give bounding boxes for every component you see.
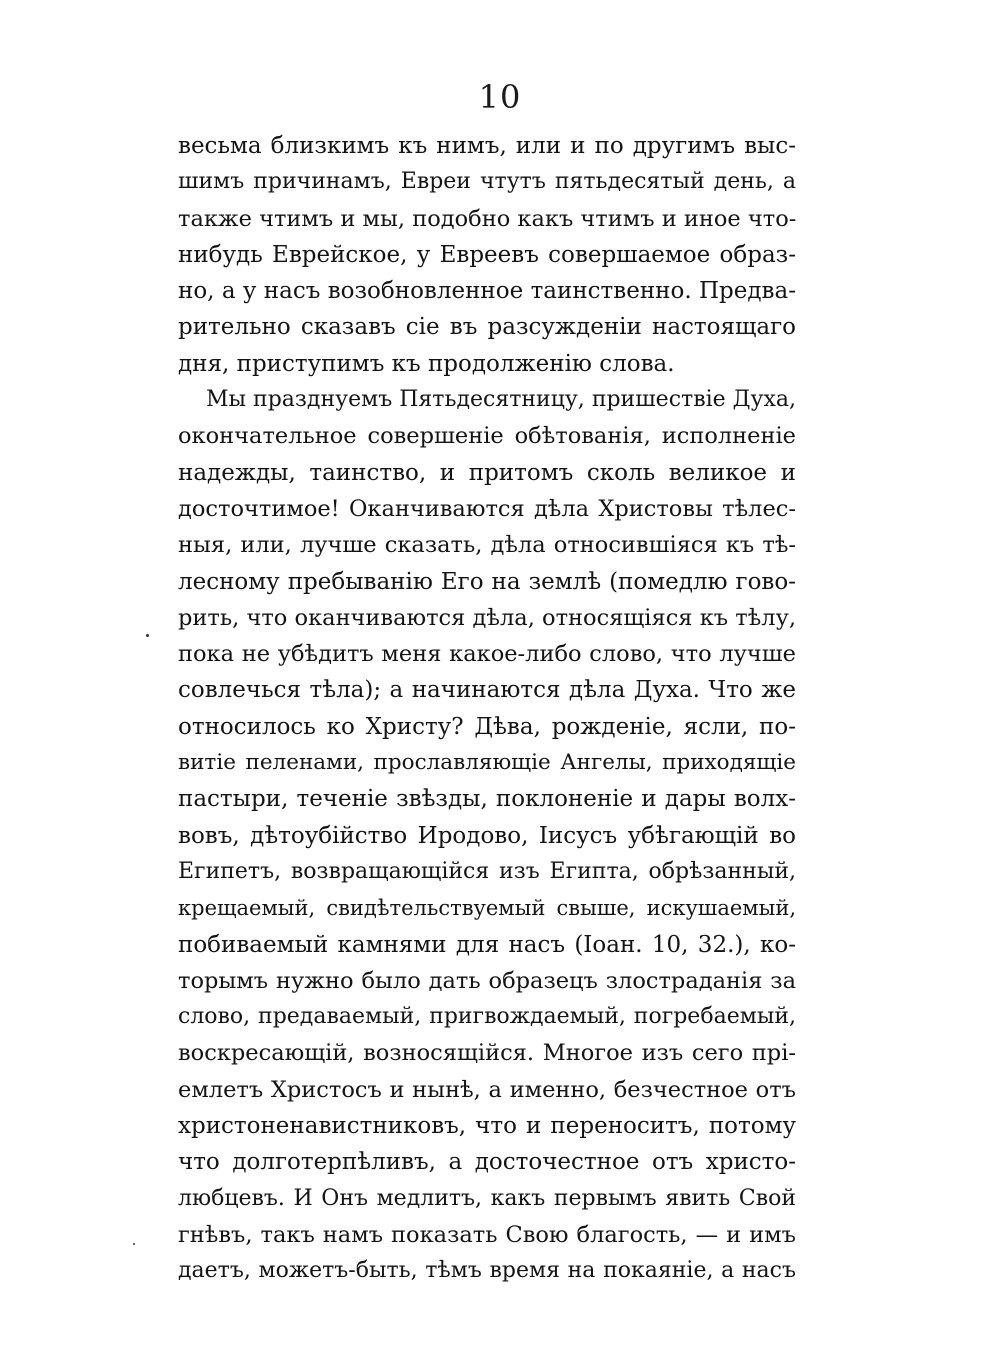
text-line: совлечься тѣла); а начинаются дѣла Духа. Что же (178, 677, 796, 704)
text-line: нибудь Еврейское, у Евреевъ совершаемое образ- (178, 241, 796, 268)
body-text (178, 128, 796, 1290)
text-line: побиваемый камнями для насъ (Іоан. 10, 32.), ко- (178, 931, 796, 958)
text-line: воскресающій, возносящійся. Многое изъ сего прі- (178, 1040, 796, 1067)
text-line: рительно сказавъ сіе въ разсужденіи настоящаго (178, 314, 796, 341)
text-line: крещаемый, свидѣтельствуемый свыше, искушаемый, (178, 896, 796, 921)
text-line: также чтимъ и мы, подобно какъ чтимъ и иное что- (178, 205, 797, 232)
margin-speck (133, 1243, 135, 1245)
text-line: пока не убѣдитъ меня какое-либо слово, что лучше (178, 641, 796, 668)
paragraph-start-line: Мы празднуемъ Пятьдесятницу, пришествіе Духа, (206, 387, 796, 413)
text-line: любцевъ. И Онъ медлитъ, какъ первымъ явить Свой (178, 1185, 796, 1211)
text-line: дня, приступимъ къ продолженію слова. (178, 350, 675, 377)
text-line: досточтимое! Оканчиваются дѣла Христовы тѣлес- (178, 495, 796, 522)
text-line: что долготерпѣливъ, а досточестное отъ христо- (178, 1149, 796, 1176)
text-line: окончательное совершеніе обѣтованія, исполненіе (178, 423, 796, 450)
text-line: торымъ нужно было дать образецъ злостраданія за (178, 967, 796, 994)
margin-speck (146, 634, 149, 637)
text-line: пастыри, теченіе звѣзды, поклоненіе и дары волх- (178, 786, 796, 813)
text-line: весьма близкимъ къ нимъ, или и по другимъ выс- (178, 133, 796, 159)
text-line: христоненавистниковъ, что и переноситъ, потому (178, 1113, 796, 1140)
text-line: даетъ, можетъ-быть, тѣмъ время на покаяніе, а насъ (178, 1258, 796, 1284)
text-line: но, а у насъ возобновленное таинственно. Предва- (178, 278, 796, 305)
text-line: надежды, таинство, и притомъ сколь великое и (178, 459, 796, 486)
text-line: шимъ причинамъ, Евреи чтутъ пятьдесятый день, а (178, 169, 796, 195)
page-number: 10 (478, 78, 522, 116)
text-line: слово, предаваемый, пригвождаемый, погребаемый, (178, 1004, 796, 1030)
text-line: относилось ко Христу? Дѣва, рожденіе, ясли, по- (178, 713, 796, 740)
text-line: вовъ, дѣтоубійство Иродово, Іисусъ убѣгающій во (178, 822, 796, 849)
text-line: лесному пребыванію Его на землѣ (помедлю гово- (178, 568, 796, 595)
text-line: гнѣвъ, такъ намъ показать Свою благость, — и имъ (178, 1221, 796, 1248)
text-line: ныя, или, лучше сказать, дѣла относившіяся къ тѣ- (178, 532, 796, 559)
text-line: рить, что оканчиваются дѣла, относящіяся къ тѣлу, (178, 604, 796, 631)
text-line: Египетъ, возвращающійся изъ Египта, обрѣзанный, (178, 858, 796, 884)
text-line: емлетъ Христосъ и нынѣ, а именно, безчестное отъ (178, 1076, 796, 1103)
text-line: витіе пеленами, прославляющіе Ангелы, приходящіе (178, 750, 796, 776)
